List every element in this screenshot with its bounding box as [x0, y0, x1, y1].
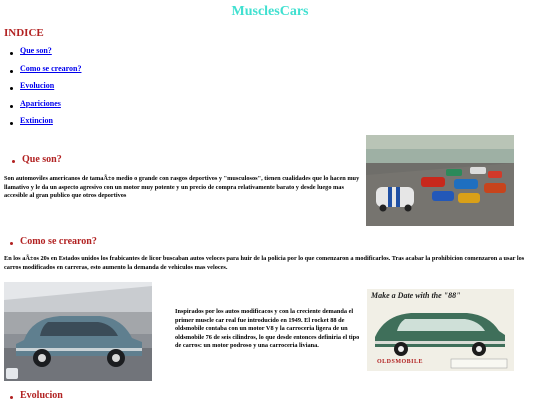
- section-heading-evolucion: Evolucion: [20, 390, 63, 401]
- oldsmobile-88-advert: [367, 289, 514, 371]
- nav-item-que-son: [20, 46, 81, 64]
- index-nav: [20, 46, 81, 134]
- nav-link-que-son[interactable]: Que son?: [20, 46, 52, 55]
- nav-link-evolucion[interactable]: Evolucion: [20, 81, 55, 90]
- rocket-88-paragraph: Inspirados por los autos modificacos y con la creciente demanda el primer muscle car real fue introducido en 1949. El rocket 88 de oldsmobile contaba con un motor V8 y la carroceria ligera de un oldsmobile 76 de seis cilindros, lo que desde entonces definiria el tipo de carros: un motor podroso y una carroceria liviana.: [175, 308, 360, 349]
- site-title: MusclesCars: [231, 4, 309, 19]
- nav-item-apariciones: [20, 99, 81, 117]
- nav-link-como-se-crearon[interactable]: Como se crearon?: [20, 63, 82, 73]
- index-heading: INDICE: [4, 27, 44, 39]
- oldsmobile-showroom-photo: [4, 282, 152, 381]
- section-heading-que-son: Que son?: [22, 154, 62, 165]
- que-son-paragraph: Son automoviles americanos de tamaÃ±o medio o grande con rasgos deportivos y "musculosos", tienen cualidades que lo hacen muy llamativo y le da un aspecto agresivo con un motor muy potente y un precio de compra relativamente barato y desde luego mas accesible al gran publico que otros deportivos: [4, 175, 360, 199]
- nav-link-extincion[interactable]: Extincion: [20, 116, 53, 125]
- nav-item-evolucion: [20, 81, 81, 99]
- nav-item-como-se-crearon: [20, 64, 81, 82]
- como-se-crearon-paragraph: En los aÃ±os 20s en Estados unidos los frabicantes de licor buscaban autos veloces para huir de la policia por lo que comenzaron a modificarlos. Tras acabar la prohibicion comenzaron a usar los carros modificados en carreras, esto aumento la demanda de vehiculos mas veloces.: [4, 255, 525, 271]
- muscle-cars-photo: [366, 135, 514, 226]
- section-heading-como-se-crearon: Como se crearon?: [20, 236, 97, 247]
- nav-link-apariciones[interactable]: Apariciones: [20, 98, 61, 108]
- advert-headline: Make a Date with the "88": [371, 291, 461, 300]
- advert-brand: OLDSMOBILE: [377, 359, 424, 365]
- nav-item-extincion: [20, 116, 81, 134]
